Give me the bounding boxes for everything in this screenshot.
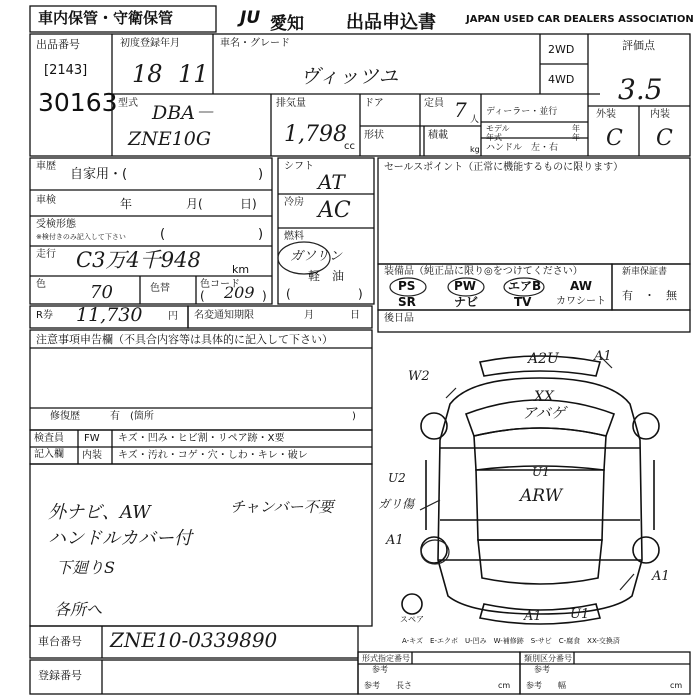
hw-line3: 下廻りS (56, 558, 115, 577)
form-title: 出品申込書 (346, 12, 436, 33)
door-label: ドア (364, 98, 384, 109)
inspector-label2: 記入欄 (34, 449, 64, 460)
model-line2: ZNE10G (128, 128, 212, 150)
equip-seat: カワシート (556, 296, 606, 307)
inspection-year: 年 (120, 197, 133, 211)
load-unit: kg (470, 145, 480, 154)
rating-ext: C (606, 126, 623, 151)
color-change-label: 色替 (150, 283, 170, 294)
hw-side: ガリ傷 (378, 497, 415, 511)
int-label: 内装 (82, 450, 102, 461)
hw-a1-bottom2: U1 (570, 607, 590, 622)
fuel-label: 燃料 (284, 231, 304, 242)
ac-label: 冷房 (284, 197, 304, 208)
shift-label: シフト (284, 161, 314, 172)
capacity-unit: 人 (470, 115, 480, 125)
postscript-label: 後日品 (384, 313, 414, 324)
history-close: ) (258, 167, 264, 182)
name-change-month: 月 (304, 310, 314, 321)
capacity-value: 7 (454, 98, 467, 122)
class-spec-label: 類別区分番号 (524, 654, 572, 663)
equip-sr: SR (398, 295, 416, 309)
name-change-label: 名変通知期限 (194, 310, 254, 321)
name-change-day: 日 (350, 310, 360, 321)
hw-middle: チャンバー不要 (230, 498, 334, 516)
shape-label: 形状 (364, 130, 384, 141)
history-value: 自家用・( (70, 167, 128, 182)
hw-u2: U2 (388, 471, 406, 485)
org-name: 愛知 (270, 14, 304, 34)
rating-int-label: 内装 (650, 109, 670, 120)
forced-note: ※検付きのみ記入して下さい (36, 233, 126, 241)
dealer-l2: モデル (486, 124, 510, 133)
rating-ext-label: 外装 (596, 109, 616, 120)
rating-label: 評価点 (622, 39, 655, 52)
ju-logo: JU (240, 8, 261, 28)
repair-close: ) (352, 411, 356, 422)
first-reg-month: 11 (178, 60, 209, 88)
hw-airbag: アバゲ (522, 404, 566, 422)
fuel-close: ) (358, 287, 363, 301)
class-spec-wid: 参考 幅 (526, 681, 566, 690)
damage-legend: A-キズ E-エクボ U-凹み W-補修跡 S-サビ C-腐食 XX-交換済 (402, 637, 620, 645)
color-code-close: ) (262, 289, 267, 303)
hw-xx: XX (534, 389, 554, 405)
mileage-unit: km (232, 263, 250, 276)
rating-value: 3.5 (618, 73, 663, 106)
car-name-value: ヴィッツユ (300, 64, 399, 88)
int-text: キズ・汚れ・コゲ・穴・しわ・キレ・破レ (118, 450, 308, 461)
capacity-label: 定員 (424, 98, 444, 109)
warranty-value: 有 ・ 無 (622, 289, 677, 302)
car-name-label: 車名・グレード (220, 38, 290, 49)
drive-4wd: 4WD (548, 73, 575, 86)
registration-label: 登録番号 (38, 669, 82, 682)
equip-aw: AW (570, 279, 592, 293)
repair-label: 修復歴 (50, 411, 80, 422)
lot-sub-number: [2143] (44, 63, 88, 78)
inspection-day: 日) (240, 197, 257, 211)
recycle-unit: 円 (168, 311, 178, 322)
displacement-value: 1,798 (284, 122, 347, 147)
color-code: 209 (224, 283, 255, 302)
hw-a2u-top: A2U (528, 351, 559, 367)
color-code-label: 色コード (200, 279, 240, 290)
rating-int: C (656, 126, 673, 151)
equip-airbag: エアB (508, 279, 542, 293)
shift-value: AT (318, 170, 345, 194)
first-reg-year: 18 (132, 60, 163, 88)
color-label: 色 (36, 279, 46, 290)
first-reg-label: 初度登録年月 (120, 38, 180, 49)
equip-navi: ナビ (454, 295, 479, 309)
class-spec-cm: cm (670, 681, 683, 690)
load-label: 積載 (428, 130, 448, 141)
hw-u1: U1 (532, 465, 550, 479)
mileage-value: C3万4千948 (76, 248, 201, 272)
model-label: 型式 (118, 98, 138, 109)
hw-line1: 外ナビ、AW (48, 502, 151, 523)
notes-label: 注意事項申告欄（不具合内容等は具体的に記入して下さい） (36, 333, 333, 346)
hw-a1-left: A1 (386, 533, 404, 548)
forced-label: 受検形態 (36, 219, 76, 230)
displacement-label: 排気量 (276, 98, 306, 109)
hw-a-roof: ARW (520, 486, 563, 506)
color-value: 70 (90, 282, 113, 303)
displacement-unit: cc (344, 141, 355, 152)
fuel-diesel: 軽 油 (308, 269, 345, 283)
equip-ps: PS (398, 279, 416, 293)
type-spec-sub: 参考 (372, 665, 388, 674)
recycle-value: 11,730 (76, 304, 143, 326)
association-name: JAPAN USED CAR DEALERS ASSOCIATION (466, 14, 694, 25)
lot-label: 出品番号 (36, 38, 80, 51)
drive-2wd: 2WD (548, 43, 575, 56)
inspector-label1: 検査員 (34, 433, 64, 444)
inspection-label: 車検 (36, 195, 56, 206)
fw-text: キズ・凹み・ヒビ割・リペア跡・X要 (118, 433, 285, 444)
fuel-gasoline: ガソリン (290, 249, 343, 264)
fw-label: FW (84, 433, 100, 444)
spare-label: スペア (400, 615, 424, 624)
ac-value: AC (318, 198, 351, 223)
forced-open: ( (160, 227, 166, 242)
dealer-l4: ハンドル 左・右 (486, 143, 559, 153)
hw-line2: ハンドルカバー付 (48, 528, 192, 549)
equip-tv: TV (514, 295, 532, 309)
chassis-label: 車台番号 (38, 635, 82, 648)
type-spec-label: 形式指定番号 (362, 654, 410, 663)
chassis-value: ZNE10-0339890 (110, 628, 278, 652)
hw-a1-top: A1 (594, 349, 612, 364)
dealer-l3b: 年 (572, 133, 580, 142)
equipment-label: 装備品（純正品に限り◎をつけてください） (384, 266, 583, 277)
equip-pw: PW (454, 279, 477, 293)
storage-label: 車内保管・守衛保管 (38, 9, 174, 27)
forced-close: ) (258, 227, 264, 242)
dealer-l2b: 年 (572, 124, 580, 133)
class-spec-sub: 参考 (534, 665, 550, 674)
history-label: 車歴 (36, 161, 56, 172)
type-spec-cm: cm (498, 681, 511, 690)
hw-line4: 各所へ (54, 600, 103, 619)
hw-a1-bottom1: A1 (524, 609, 542, 624)
color-code-open: ( (200, 289, 205, 303)
inspection-month: 月( (186, 197, 203, 211)
type-spec-len: 参考 長さ (364, 681, 412, 690)
fuel-open: ( (286, 287, 291, 301)
lot-number: 30163 (38, 88, 118, 117)
model-line1: DBA－ (152, 102, 214, 124)
sales-point-label: セールスポイント（正常に機能するものに限ります） (384, 162, 624, 173)
hw-w2: W2 (408, 369, 430, 384)
recycle-label: R券 (36, 310, 53, 321)
dealer-l3: 年式 (486, 133, 502, 142)
warranty-label: 新車保証書 (622, 267, 668, 277)
dealer-l1: ディーラー・並行 (486, 107, 558, 117)
repair-value: 有 (箇所 (110, 411, 154, 422)
mileage-label: 走行 (36, 249, 56, 260)
hw-a1-right: A1 (652, 569, 670, 584)
